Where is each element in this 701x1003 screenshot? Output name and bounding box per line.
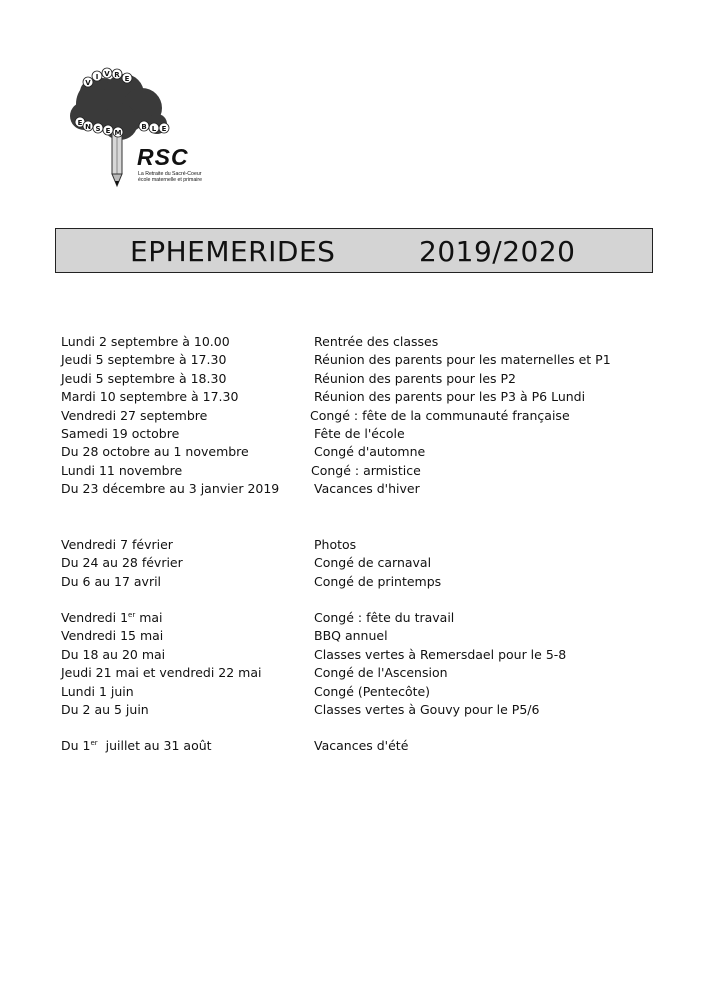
event-date-superscript: er — [90, 739, 98, 747]
page-title: EPHEMERIDES — [130, 235, 336, 268]
logo-letter: E — [124, 74, 130, 83]
event-date: Du 2 au 5 juin — [61, 702, 149, 717]
logo-letter: M — [114, 128, 122, 137]
school-year: 2019/2020 — [419, 235, 576, 268]
title-banner — [55, 228, 653, 273]
logo-letter: E — [105, 126, 111, 135]
logo-letter: V — [85, 78, 91, 87]
logo-letter: L — [151, 124, 157, 133]
logo-letter: I — [95, 72, 99, 81]
school-logo — [62, 64, 212, 194]
event-description: BBQ annuel — [314, 628, 388, 644]
logo-subtitle-line: La Retraite du Sacré-Coeur — [138, 171, 202, 177]
event-date-part: Du 1 — [61, 738, 91, 753]
logo-letter: B — [141, 122, 147, 131]
event-description: Vacances d'été — [314, 738, 409, 753]
event-description: Congé d'automne — [314, 444, 426, 460]
event-date: Du 23 décembre au 3 janvier 2019 — [61, 481, 280, 497]
event-description: Réunion des parents pour les P2 — [314, 370, 517, 386]
event-description: Congé (Pentecôte) — [314, 683, 431, 699]
event-description: Fête de l'école — [314, 426, 405, 441]
event-date-part: juillet au 31 août — [97, 738, 212, 753]
event-description: Vacances d'hiver — [314, 481, 420, 497]
logo-subtitle-line: école maternelle et primaire — [138, 177, 203, 183]
logo-name: RSC — [137, 144, 189, 170]
event-date-superscript: er — [128, 611, 136, 619]
event-date: Mardi 10 septembre à 17.30 — [61, 389, 239, 405]
event-date: Du 18 au 20 mai — [61, 646, 166, 662]
logo-letter: N — [85, 122, 91, 131]
event-date: Vendredi 7 février — [61, 537, 173, 552]
event-date: Jeudi 21 mai et vendredi 22 mai — [61, 665, 262, 681]
event-date: Vendredi 27 septembre — [61, 407, 208, 423]
event-description: Réunion des parents pour les maternelles et P1 — [314, 352, 611, 368]
event-date-part: mai — [135, 610, 163, 625]
event-description: Rentrée des classes — [314, 334, 439, 349]
event-description: Congé de l'Ascension — [314, 665, 448, 681]
event-description: Congé : fête de la communauté française — [310, 407, 570, 423]
event-description: Classes vertes à Remersdael pour le 5-8 — [314, 646, 567, 662]
event-description: Photos — [314, 537, 357, 552]
logo-letter: R — [114, 70, 120, 79]
event-date: Jeudi 5 septembre à 18.30 — [61, 370, 227, 386]
event-date-part: Vendredi 1 — [61, 610, 129, 625]
logo-letter: E — [77, 118, 83, 127]
event-description: Classes vertes à Gouvy pour le P5/6 — [314, 702, 540, 717]
logo-letter: V — [104, 69, 110, 78]
event-date: Lundi 2 septembre à 10.00 — [61, 334, 230, 349]
event-date: Vendredi 15 mai — [61, 628, 164, 644]
event-date: Du 24 au 28 février — [61, 555, 183, 571]
event-date: Du 6 au 17 avril — [61, 573, 162, 589]
event-description: Congé de carnaval — [314, 555, 432, 571]
logo-letter: E — [161, 124, 167, 133]
event-date: Jeudi 5 septembre à 17.30 — [61, 352, 227, 368]
event-date: Samedi 19 octobre — [61, 426, 180, 441]
logo-letter: S — [95, 124, 101, 133]
event-description: Congé de printemps — [314, 573, 442, 589]
event-date: Lundi 11 novembre — [61, 462, 183, 478]
event-description: Réunion des parents pour les P3 à P6 Lundi — [314, 389, 586, 405]
event-description: Congé : fête du travail — [314, 610, 455, 625]
event-date: Du 28 octobre au 1 novembre — [61, 444, 249, 460]
event-description: Congé : armistice — [311, 462, 421, 478]
event-date — [61, 738, 212, 753]
logo-subtitle — [138, 171, 202, 183]
event-date — [61, 610, 163, 625]
event-date: Lundi 1 juin — [61, 683, 134, 699]
